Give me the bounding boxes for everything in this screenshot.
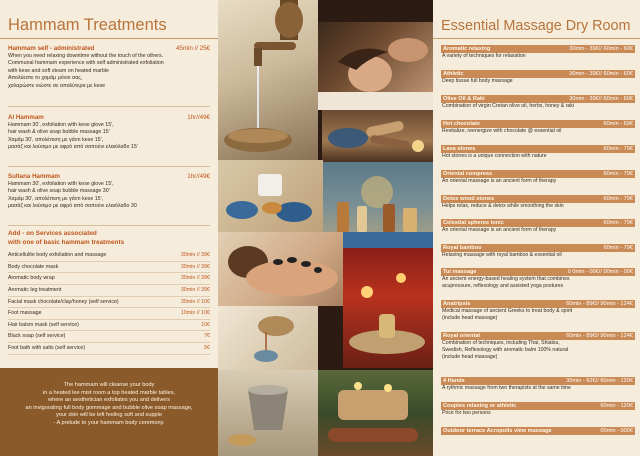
treatment-desc: Communal hammam experience with self administrated exfoliation	[8, 60, 164, 67]
addon-name: Hair balsm mask (self service)	[8, 321, 79, 328]
massage-desc: A rythmic massage from two therapists at the same time	[442, 385, 571, 391]
treatment-desc: with kese and soft steam on heated marble	[8, 67, 109, 74]
tea-pouring-photo	[218, 306, 318, 370]
addon-row	[8, 285, 210, 297]
massage-name: Aromatic relaxing	[443, 46, 491, 52]
addon-row	[8, 331, 210, 343]
addon-name: Aromatic body wrap	[8, 275, 55, 282]
massage-price: 60min - 79€	[603, 220, 633, 226]
massage-price: 0 0min - 00€// 00min - 00€	[567, 269, 633, 275]
massage-desc: (include head massage)	[442, 354, 498, 361]
massage-name: Royal oriental	[443, 333, 480, 339]
massage-price: 60min - 120€	[600, 403, 633, 409]
treatment-desc: Hammam 30', exfoliation with kese glove 15',	[8, 122, 114, 128]
massage-desc: acupressure, reflexology and assisted yoga postures	[442, 283, 564, 290]
addon-price: 30min // 10€	[180, 298, 210, 305]
massage-desc: (include head massage)	[442, 315, 498, 322]
addon-price: 30min // 39€	[180, 286, 210, 293]
hammam-title: Hammam Treatments	[8, 16, 167, 34]
addon-name: Facial mask chocolate/clay/honey (self service)	[8, 298, 119, 305]
massage-panel	[433, 0, 640, 456]
treatment-desc: Απολύεστε το χαμάμ μόνοι σας,	[8, 75, 83, 82]
hammam-bowl-photo	[218, 370, 318, 456]
massage-price: 60min - 79€	[603, 245, 633, 251]
treatment-desc: Hammam 30', exfoliation with kese glove 15',	[8, 181, 114, 187]
treatment-desc: μασάζ και λούσιμο με αφρό από σαπούνι ελαιόλαδο 30	[8, 203, 137, 210]
addon-row	[8, 250, 210, 262]
massage-desc: Relaxing massage with royal bamboo & essential oil	[442, 252, 562, 258]
massage-item	[441, 377, 635, 392]
treatment-block	[8, 45, 210, 90]
treatment-desc: μασάζ και λούσιμο με αφρό από σαπούνι ελαιόλαδο 15'	[8, 144, 138, 151]
massage-item	[441, 300, 635, 322]
massage-name: Celestial spheres tonic	[443, 220, 504, 226]
massage-name: Hot chocolate	[443, 121, 480, 127]
massage-item	[441, 195, 635, 210]
massage-price: 30min - 62€// 60min - 120€	[566, 378, 633, 384]
massage-desc: An oriental massage is an ancient form of therapy	[442, 178, 557, 184]
massage-name: Anatripsis	[443, 301, 471, 307]
footer-line: your skin will be left feeling soft and supple	[55, 412, 163, 419]
addon-name: Body chocolate mask	[8, 263, 59, 270]
massage-item	[441, 244, 635, 259]
addon-row	[8, 262, 210, 274]
massage-name: Athletic	[443, 71, 464, 77]
addon-price: 30min // 39€	[180, 275, 210, 282]
addon-price: 10€	[201, 321, 210, 328]
addon-row	[8, 273, 210, 285]
addon-price: 30min // 39€	[180, 263, 210, 270]
massage-item	[441, 219, 635, 234]
massage-price: 60min - 79€	[603, 196, 633, 202]
treatment-desc: χαλαρώστε νιώστε σε απαλύτερα με kese	[8, 82, 106, 89]
divider	[8, 166, 210, 167]
massage-name: Royal bamboo	[443, 245, 482, 251]
footer-line: an invigorating full body gommage and bubble olive soap massage,	[25, 404, 193, 411]
massage-title: Essential Massage Dry Room	[441, 18, 631, 34]
massage-name: Outdoor terrace Acropolis view massage	[443, 428, 552, 434]
addon-price: 30min // 39€	[180, 252, 210, 259]
addon-price: 10min // 10€	[180, 310, 210, 317]
treatment-desc: hair wash & olive soap bubble massage 15'	[8, 129, 110, 136]
massage-desc: Hot stones is a unique connection with nature	[442, 153, 547, 159]
oriental-room-photo	[343, 248, 433, 368]
massage-item	[441, 402, 635, 417]
massage-name: 4 Hands	[443, 378, 465, 384]
massage-price: 30min - 39€// 60min - 60€	[569, 46, 633, 52]
addon-name: Anticellulite body exfoliation and massage	[8, 252, 107, 259]
massage-desc: An ancient energy-based healing system that combines	[442, 276, 570, 282]
footer-line: in a heated lee mist room a top heated marble tables,	[42, 389, 176, 396]
massage-desc: Combination of virgin Cretan olive oil, herbs, honey & raki	[442, 103, 575, 109]
massage-name: Lava stones	[443, 146, 476, 152]
massage-item	[441, 145, 635, 160]
massage-desc: Medical massage of ancient Greeks to treat body & spirit	[442, 308, 573, 314]
treatment-name: Al Hammam	[8, 114, 44, 121]
treatment-desc: When you need relaxing downtime without the touch of the others.	[8, 53, 164, 59]
photo-collage	[218, 0, 433, 456]
massage-desc: Swedish, Reflexology with aromatic balm 100% natural	[442, 347, 569, 354]
tea-set-photo	[218, 160, 323, 232]
addon-row	[8, 308, 210, 320]
massage-name: Couples relaxing or athletic	[443, 403, 517, 409]
massage-desc: Revitalize, reenergize with chocolate @ essential oil	[442, 128, 562, 134]
addon-name: Aromatic leg treatment	[8, 286, 62, 293]
massage-price: 60min - 89€// 90min - 124€	[566, 301, 633, 307]
massage-item	[441, 268, 635, 290]
spa-props-photo	[322, 110, 433, 162]
massage-name: Tui massage	[443, 269, 477, 275]
massage-desc: Deep tissue full body massage	[442, 78, 513, 84]
addon-heading: with one of basic hammam treatments	[8, 238, 125, 246]
hammam-title-rule	[0, 38, 218, 39]
massage-item	[441, 332, 635, 362]
treatment-block	[8, 173, 210, 211]
addon-row	[8, 297, 210, 309]
addon-section	[8, 230, 210, 355]
addon-heading: Add - on Services associated	[8, 230, 97, 237]
massage-item	[441, 70, 635, 85]
massage-desc: An oriental massage is an ancient form of therapy	[442, 227, 557, 233]
footer-line: The hammam will cleanse your body	[63, 382, 155, 388]
hammam-footer	[0, 368, 218, 456]
treatment-block	[8, 114, 210, 152]
treatment-price: 1hr//49€	[187, 114, 210, 121]
massage-name: Oriental compress	[443, 171, 493, 177]
hammam-panel	[0, 0, 218, 456]
hot-stones-photo	[218, 232, 343, 306]
divider	[8, 225, 210, 226]
brass-tap-photo	[218, 0, 318, 160]
footer-line: where an aesthetician exfoliates you and delivers	[48, 397, 170, 404]
massage-item	[441, 427, 635, 435]
massage-desc: Helps relax, reduce & detox while smoothing the skin	[442, 203, 564, 209]
massage-desc: Combination of techniques, including Thai, Shiatsu,	[442, 340, 560, 346]
treatment-name: Sultana Hammam	[8, 173, 60, 180]
massage-item	[441, 45, 635, 60]
massage-price: 60min - 69€	[603, 121, 633, 127]
massage-title-rule	[433, 38, 640, 39]
massage-name: Olive Oil & Raki	[443, 96, 485, 102]
addon-name: Foot massage	[8, 310, 42, 317]
massage-item	[441, 95, 635, 110]
addon-name: Foot bath with salts (self service)	[8, 344, 86, 351]
massage-desc: A variety of techniques for relaxation	[442, 53, 526, 59]
massage-desc: Price for two persons	[442, 410, 491, 416]
massage-price: 00min - 000€	[600, 428, 633, 434]
massage-name: Detox wood stones	[443, 196, 495, 202]
candles-photo	[318, 370, 433, 456]
divider	[8, 106, 210, 107]
massage-price: 60min - 89€// 90min - 124€	[566, 333, 633, 339]
massage-price: 30min - 39€// 60min - 60€	[569, 71, 633, 77]
addon-name: Black soap (self service)	[8, 333, 66, 340]
addon-row	[8, 343, 210, 355]
treatment-name: Hammam self - administrated	[8, 45, 95, 52]
addon-price: 7€	[204, 333, 210, 340]
massage-price: 30min - 39€// 60min - 60€	[569, 96, 633, 102]
treatment-desc: Χαμάμ 30', απολέπιση με γάντι kese 15',	[8, 136, 104, 143]
footer-line: - A prelude to your hammam body ceremony.	[53, 419, 165, 426]
massage-price: 60min - 79€	[603, 171, 633, 177]
treatment-price: 45min // 25€	[175, 45, 210, 52]
face-massage-photo	[318, 22, 433, 110]
treatment-desc: hair wash & olive soap bubble massage 30'	[8, 188, 110, 195]
massage-item	[441, 170, 635, 185]
massage-price: 60min - 79€	[603, 146, 633, 152]
addon-price: 5€	[204, 344, 210, 351]
treatment-price: 1hr//49€	[187, 173, 210, 180]
massage-item	[441, 120, 635, 135]
addon-row	[8, 320, 210, 332]
treatment-desc: Χαμάμ 30', απολέπιση με γάντι kese 15',	[8, 195, 104, 202]
